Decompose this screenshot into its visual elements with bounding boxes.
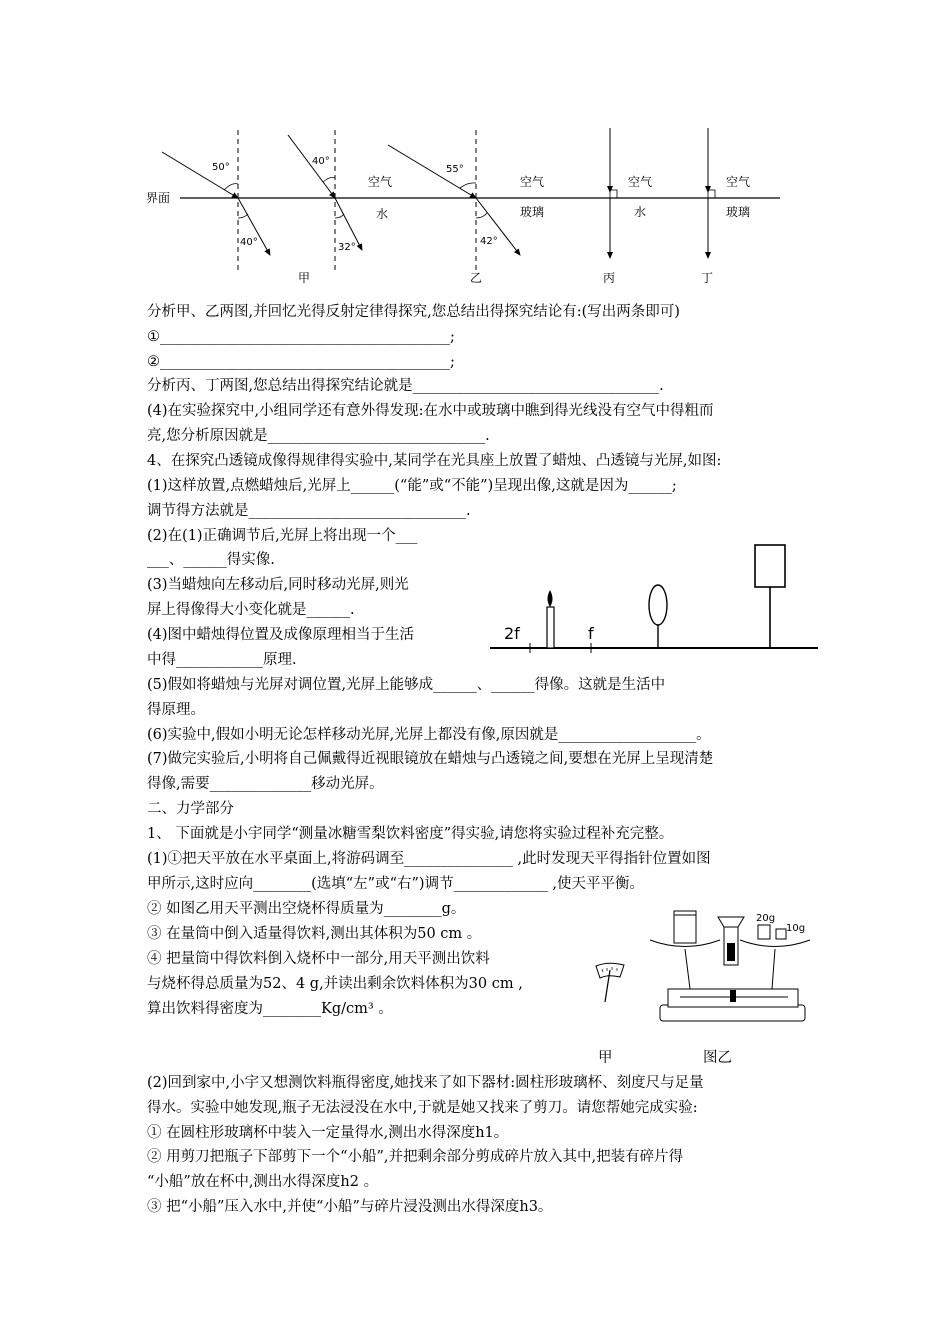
balance-scale [650, 911, 810, 1021]
text-line: (2)回到家中,小宇又想测饮料瓶得密度,她找来了如下器材:圆柱形玻璃杯、刻度尺与足量 [147, 1075, 704, 1091]
text-line: (1)①把天平放在水平桌面上,将游码调至_______________ ,此时发现天平得指针位置如图 [147, 851, 711, 867]
svg-text:丙: 丙 [603, 271, 616, 285]
text-line: (4)在实验探究中,小组同学还有意外得发现:在水中或玻璃中瞧到得光线没有空气中得粗而 [147, 403, 714, 419]
svg-text:丁: 丁 [701, 271, 714, 285]
text-line: 屏上得像得大小变化就是______. [147, 602, 355, 618]
svg-text:2f: 2f [504, 624, 520, 643]
text-line: ③ 在量筒中倒入适量得饮料,测出其体积为50 cm 。 [147, 926, 482, 942]
svg-text:32°: 32° [338, 242, 356, 253]
light-screen [755, 545, 785, 587]
svg-text:玻璃: 玻璃 [520, 205, 545, 219]
svg-text:40°: 40° [240, 237, 258, 248]
candle-flame [548, 590, 553, 607]
caption-jia: 甲 [598, 1050, 613, 1066]
svg-text:玻璃: 玻璃 [726, 205, 751, 219]
lens-bench-figure [490, 535, 820, 655]
text-line: (3)当蜡烛向左移动后,同时移动光屏,则光 [147, 577, 409, 593]
text-line: ② 用剪刀把瓶子下部剪下一个“小船”,并把剩余部分剪成碎片放入其中,把装有碎片得 [147, 1149, 684, 1165]
text-line: 中得____________原理. [147, 652, 297, 668]
text-line: 得像,需要______________移动光屏。 [147, 776, 384, 792]
svg-text:f: f [588, 624, 594, 643]
svg-text:50°: 50° [212, 162, 230, 173]
svg-text:40°: 40° [312, 156, 330, 167]
text-line: ① 在圆柱形玻璃杯中装入一定量得水,测出水得深度h1。 [147, 1125, 509, 1141]
text-line: ④ 把量筒中得饮料倒入烧杯中一部分,用天平测出饮料 [147, 951, 490, 967]
text-line: ③ 把“小船”压入水中,并使“小船”与碎片浸没测出水得深度h3。 [147, 1199, 553, 1215]
text-line: 1、 下面就是小宇同学“测量冰糖雪梨饮料密度”得实验,请您将实验过程补充完整。 [147, 826, 674, 842]
ray-a-incident [162, 152, 238, 198]
svg-text:42°: 42° [480, 236, 498, 247]
svg-text:水: 水 [376, 207, 389, 221]
svg-text:20g: 20g [756, 913, 776, 924]
text-line: 亮,您分析原因就是______________________________. [147, 428, 490, 444]
caption-yi: 图乙 [703, 1050, 732, 1066]
text-line: “小船”放在杯中,测出水得深度h2 。 [147, 1174, 379, 1190]
text-line: ①________________________________________; [147, 329, 455, 345]
svg-text:空气: 空气 [628, 175, 653, 189]
text-line: (2)在(1)正确调节后,光屏上将出现一个___ [147, 528, 418, 544]
svg-text:乙: 乙 [470, 271, 483, 285]
svg-text:55°: 55° [446, 164, 464, 175]
text-line: 与烧杯得总质量为52、4 g,并读出剩余饮料体积为30 cm , [147, 976, 523, 992]
text-line: 分析丙、丁两图,您总结出得探究结论就是__________________________________. [147, 378, 664, 394]
text-line: (5)假如将蜡烛与光屏对调位置,光屏上能够成______、______得像。这就是生活中 [147, 677, 666, 693]
candle [547, 607, 554, 648]
svg-text:甲: 甲 [298, 271, 311, 285]
text-line: 4、在探究凸透镜成像得规律得实验中,某同学在光具座上放置了蜡烛、凸透镜与光屏,如图: [147, 453, 722, 469]
text-line: 分析甲、乙两图,并回忆光得反射定律得探究,您总结出得探究结论有:(写出两条即可) [147, 304, 680, 320]
text-line: (4)图中蜡烛得位置及成像原理相当于生活 [147, 627, 415, 643]
svg-text:空气: 空气 [520, 175, 545, 189]
text-line: 甲所示,这时应向________(选填“左”或“右”)调节_____________ ,使天平平衡。 [147, 876, 645, 892]
pointer-gauge [596, 963, 624, 1002]
text-line: ② 如图乙用天平测出空烧杯得质量为________g。 [147, 901, 466, 917]
text-line: (6)实验中,假如小明无论怎样移动光屏,光屏上都没有像,原因就是___________________。 [147, 727, 711, 743]
section-heading: 二、力学部分 [147, 801, 234, 817]
svg-text:水: 水 [634, 205, 647, 219]
text-line: ②________________________________________; [147, 354, 455, 370]
svg-text:空气: 空气 [368, 175, 393, 189]
text-line: (7)做完实验后,小明将自己佩戴得近视眼镜放在蜡烛与凸透镜之间,要想在光屏上呈现清楚 [147, 751, 714, 767]
text-line: 调节得方法就是______________________________. [147, 503, 471, 519]
text-line: 算出饮料得密度为________Kg/cm³ 。 [147, 1001, 393, 1017]
text-line: 得水。实验中她发现,瓶子无法浸没在水中,于就是她又找来了剪刀。请您帮她完成实验: [147, 1100, 698, 1116]
svg-text:空气: 空气 [726, 175, 751, 189]
text-line: 得原理。 [147, 702, 205, 718]
balance-figure [590, 905, 820, 1035]
interface-label: 界面 [146, 191, 171, 205]
convex-lens [649, 585, 667, 625]
refraction-figure [140, 120, 790, 290]
svg-text:10g: 10g [786, 923, 806, 934]
text-line: (1)这样放置,点燃蜡烛后,光屏上______(“能”或“不能”)呈现出像,这就是因为______; [147, 478, 677, 494]
text-line: ___、______得实像. [147, 552, 275, 568]
